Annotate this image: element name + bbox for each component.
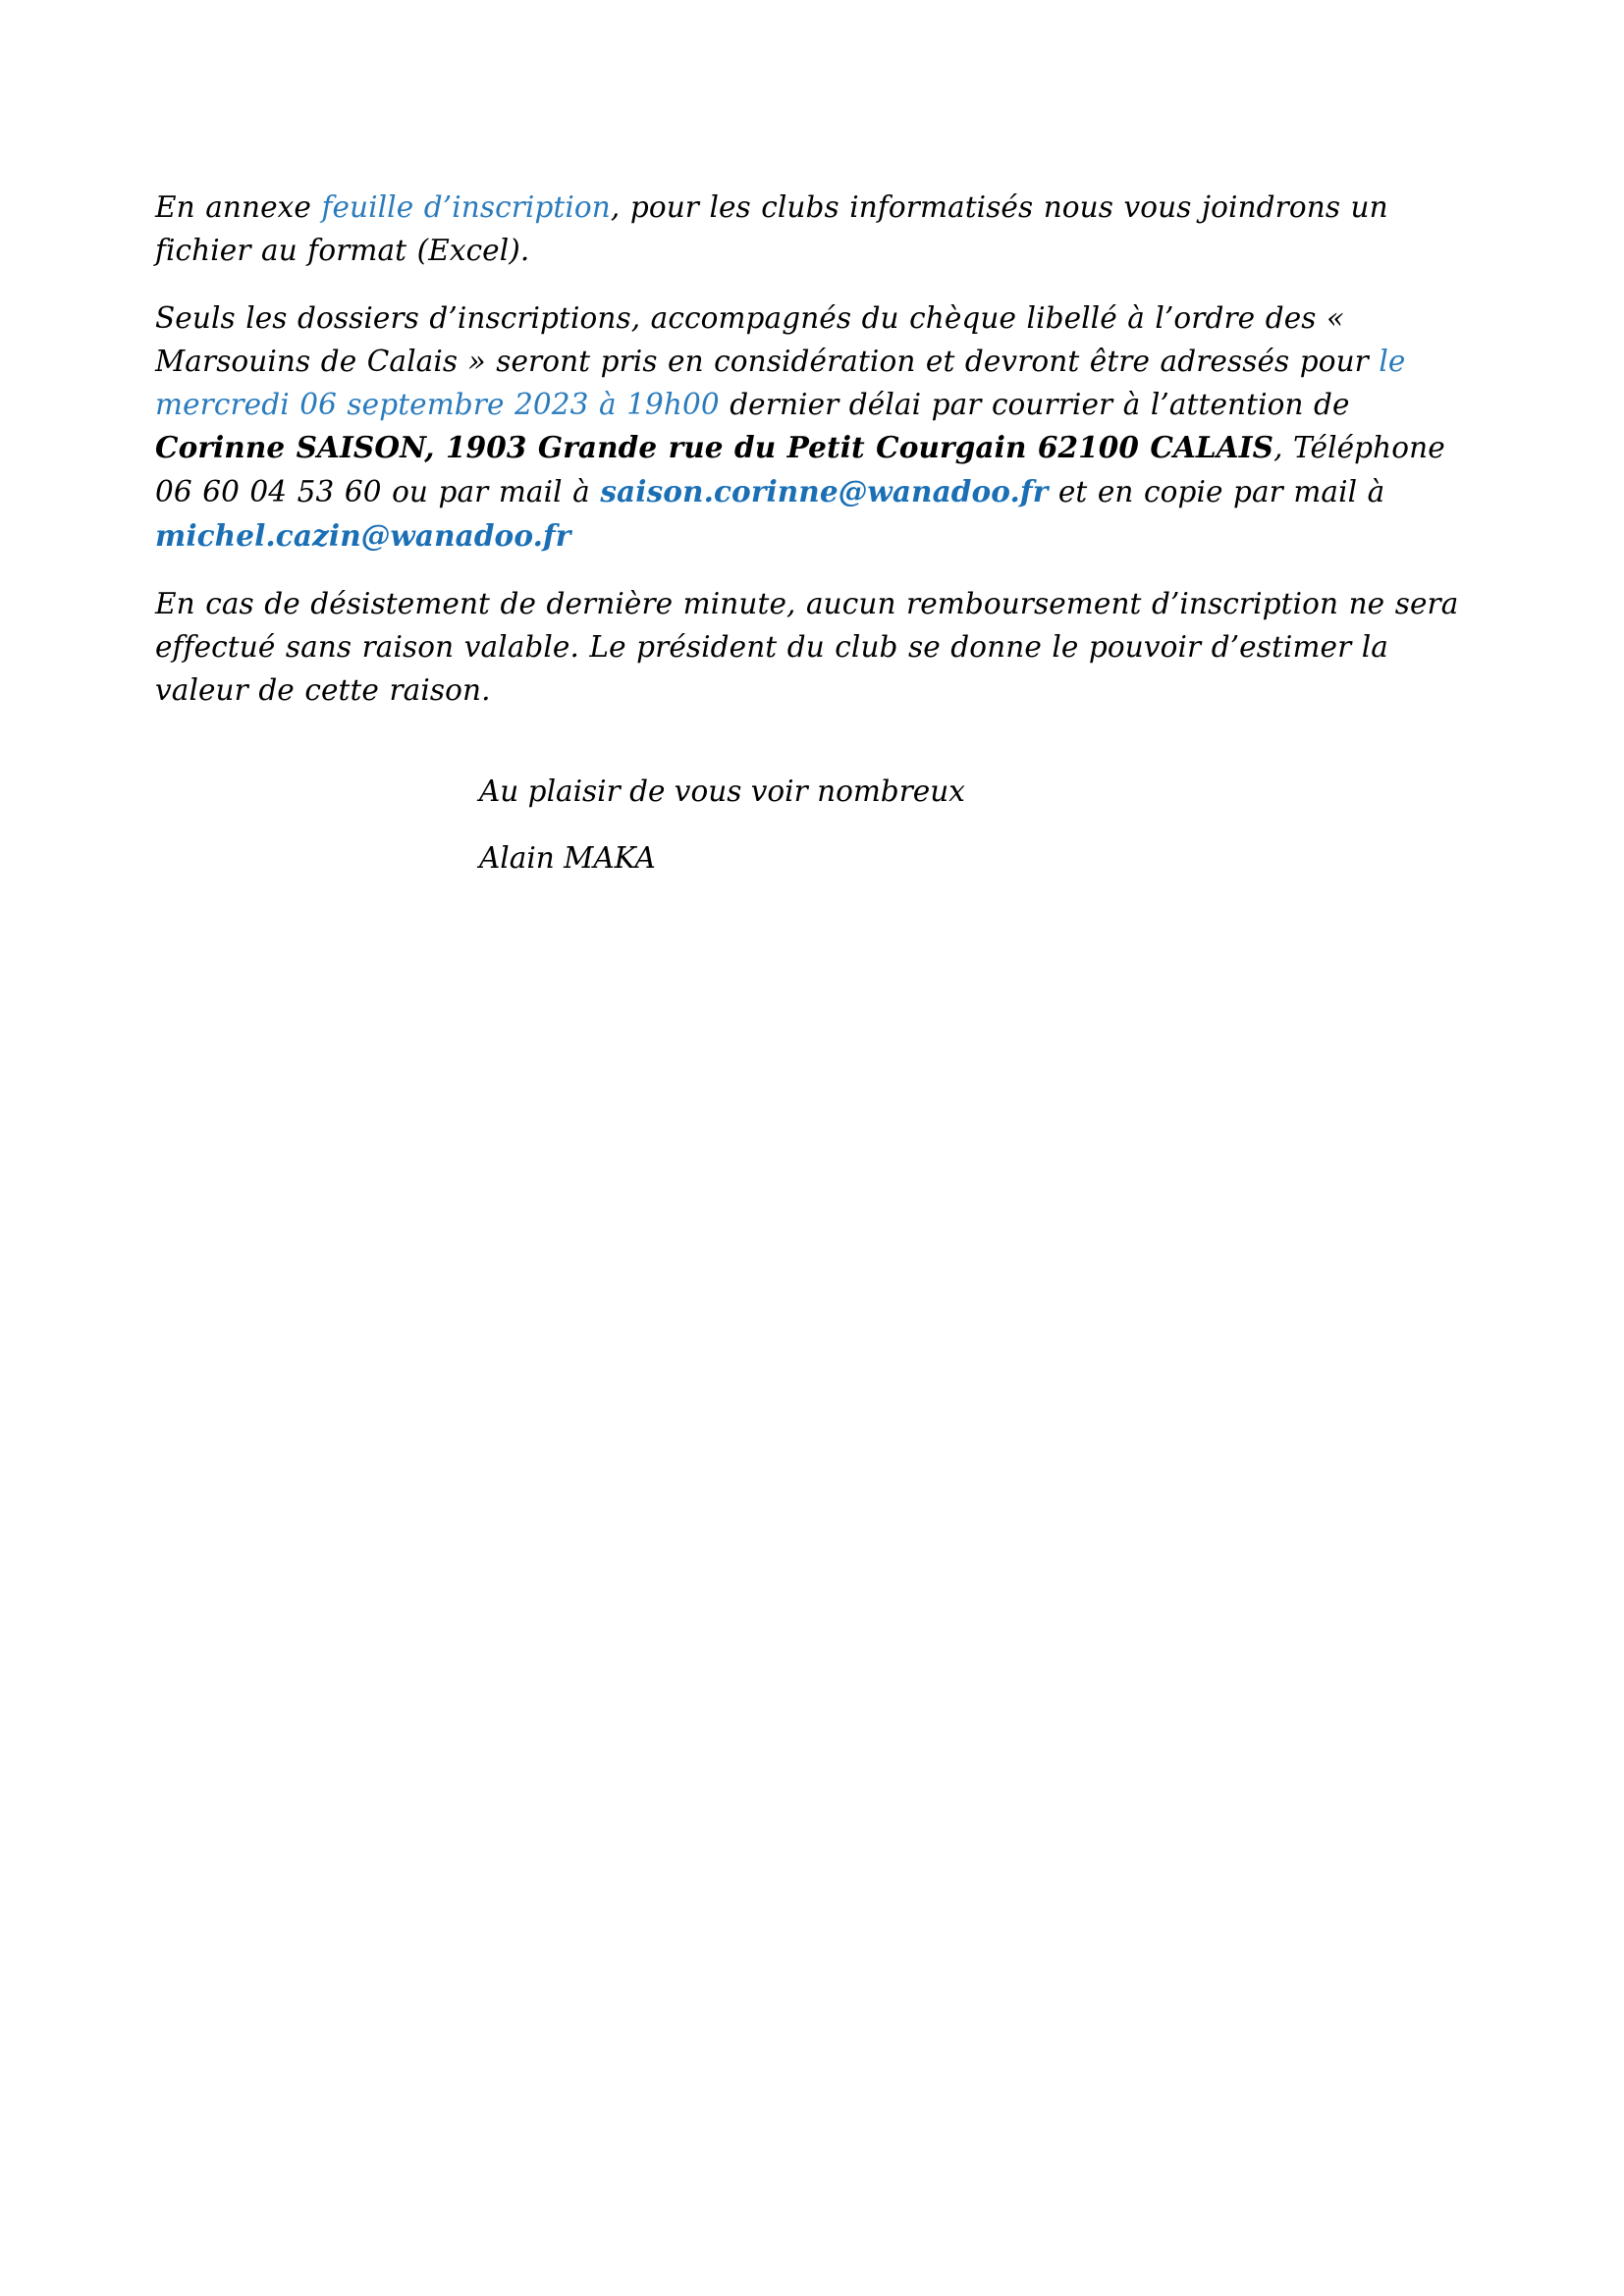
text-segment: En annexe bbox=[155, 190, 322, 224]
text-segment: , Téléphone 06 60 04 53 60 ou par mail à bbox=[155, 431, 1445, 508]
text-segment: , pour les clubs informatisés nous vous joindrons un fichier au format (Excel). bbox=[155, 190, 1388, 267]
email-link-saison-corinne[interactable]: saison.corinne@wanadoo.fr bbox=[600, 473, 1049, 508]
document-body bbox=[155, 187, 1479, 904]
closing-line-greeting: Au plaisir de vous voir nombreux bbox=[479, 774, 965, 809]
text-segment: dernier délai par courrier à l’attention de bbox=[719, 387, 1350, 421]
paragraph-desistement bbox=[155, 583, 1479, 712]
text-segment: En cas de désistement de dernière minute, aucun remboursement d’inscription ne sera effectué sans raison valable. Le président du club se donne le pouvoir d’estimer la valeur de cette raison. bbox=[155, 587, 1459, 707]
inline-highlight-date-limite: le mercredi 06 septembre 2023 à 19h00 bbox=[155, 344, 1406, 421]
email-link-michel-cazin[interactable]: michel.cazin@wanadoo.fr bbox=[155, 517, 571, 553]
closing-line-signature: Alain MAKA bbox=[479, 840, 656, 875]
closing-spacer bbox=[479, 737, 1479, 771]
text-segment: et en copie par mail à bbox=[1048, 474, 1385, 508]
inline-highlight-feuille-inscription: feuille d’inscription bbox=[321, 190, 611, 224]
closing-block bbox=[155, 737, 1479, 880]
paragraph-annexe bbox=[155, 187, 1479, 272]
text-segment: Seuls les dossiers d’inscriptions, accompagnés du chèque libellé à l’ordre des « Marsouins de Calais » seront pris en considération et devront être adressés pour bbox=[155, 301, 1380, 378]
contact-address-bold: Corinne SAISON, 1903 Grande rue du Petit Courgain 62100 CALAIS bbox=[155, 430, 1274, 465]
paragraph-dossiers bbox=[155, 297, 1479, 558]
